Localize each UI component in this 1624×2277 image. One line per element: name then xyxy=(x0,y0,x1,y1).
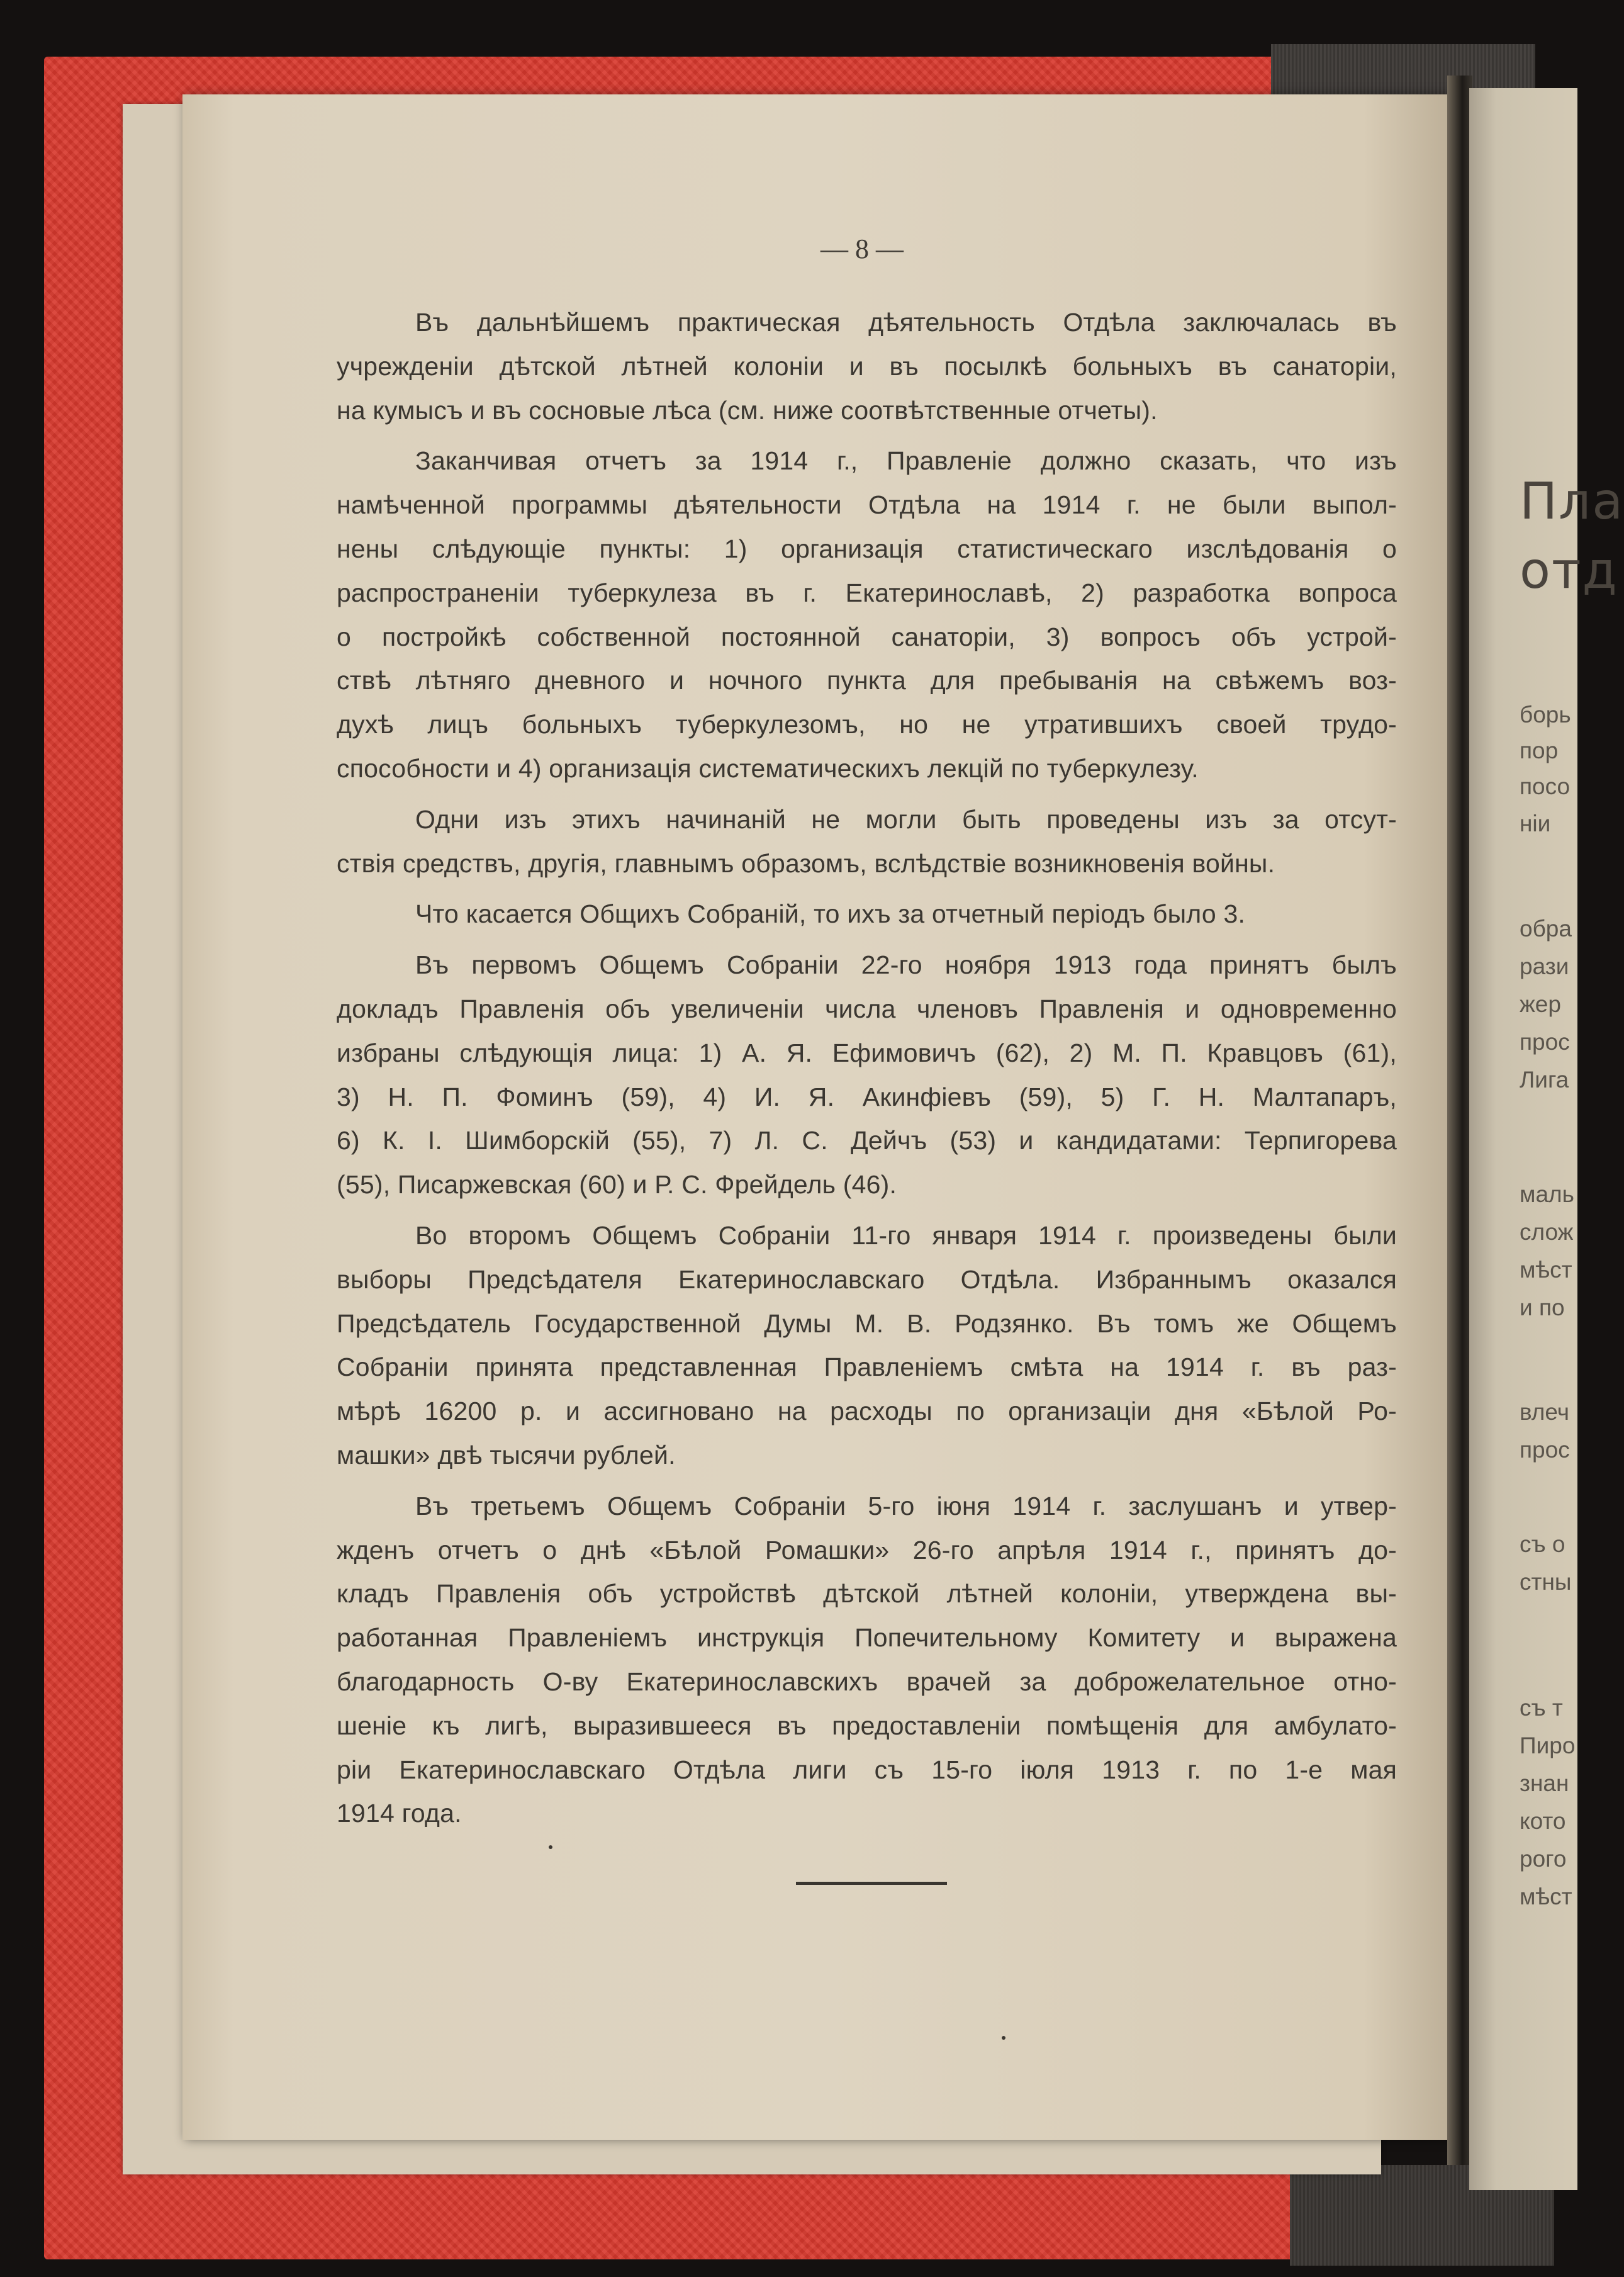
facing-line-fragment: съ о xyxy=(1520,1531,1565,1557)
end-rule xyxy=(796,1882,947,1885)
paragraph xyxy=(337,439,1397,790)
facing-line-fragment: слож xyxy=(1520,1219,1574,1245)
facing-line-fragment: прос xyxy=(1520,1437,1570,1463)
text-line: на кумысъ и въ сосновые лѣса (см. ниже соотвѣтственные отчеты). xyxy=(337,395,1158,425)
text-line: Во второмъ Общемъ Собраніи 11-го января 1914 г. произведены были xyxy=(415,1220,1397,1250)
text-line: 3) Н. П. Фоминъ (59), 4) И. Я. Акинфіевъ (59), 5) Г. Н. Малтапаръ, xyxy=(337,1082,1397,1111)
text-line: 6) К. І. Шимборскій (55), 7) Л. С. Дейчъ (53) и кандидатами: Терпигорева xyxy=(337,1126,1397,1155)
text-line: благодарность О-ву Екатеринославскихъ врачей за доброжелательное отно- xyxy=(337,1667,1397,1696)
page-body xyxy=(337,301,1397,1843)
text-line: учрежденіи дѣтской лѣтней колоніи и въ посылкѣ больныхъ въ санаторіи, xyxy=(337,351,1397,381)
facing-line-fragment: Лига xyxy=(1520,1067,1569,1093)
text-line: 1914 года. xyxy=(337,1799,462,1828)
text-line: ріи Екатеринославскаго Отдѣла лиги съ 15-го іюля 1913 г. по 1-е мая xyxy=(337,1755,1397,1784)
text-line: намѣченной программы дѣятельности Отдѣла на 1914 г. не были выпол- xyxy=(337,490,1397,520)
text-line: Въ первомъ Общемъ Собраніи 22-го ноября 1913 года принятъ былъ xyxy=(415,950,1397,980)
text-line: Заканчивая отчетъ за 1914 г., Правленіе должно сказать, что изъ xyxy=(415,446,1397,476)
facing-line-fragment: мѣст xyxy=(1520,1257,1572,1283)
text-line: Одни изъ этихъ начинаній не могли быть проведены изъ за отсут- xyxy=(415,804,1397,834)
text-line: способности и 4) организація систематическихъ лекцій по туберкулезу. xyxy=(337,753,1199,783)
text-line: (55), Писаржевская (60) и Р. С. Фрейдель (46). xyxy=(337,1170,897,1200)
facing-line-fragment: борь xyxy=(1520,702,1571,728)
facing-line-fragment: жер xyxy=(1520,991,1561,1017)
facing-line-fragment: маль xyxy=(1520,1181,1574,1207)
paragraph xyxy=(337,798,1397,886)
facing-line-fragment: кото xyxy=(1520,1808,1566,1834)
text-line: распространеніи туберкулеза въ г. Екатеринославѣ, 2) разработка вопроса xyxy=(337,578,1397,607)
text-line: Въ дальнѣйшемъ практическая дѣятельность Отдѣла заключалась въ xyxy=(415,308,1397,337)
paper-speck xyxy=(1002,2036,1005,2040)
facing-heading-fragment: Пла xyxy=(1520,472,1624,531)
text-line: нены слѣдующіе пункты: 1) организація статистическаго изслѣдованія о xyxy=(337,534,1397,563)
facing-line-fragment: рого xyxy=(1520,1846,1567,1872)
text-line: Собраніи принята представленная Правленіемъ смѣта на 1914 г. въ раз- xyxy=(337,1352,1397,1382)
facing-line-fragment: посо xyxy=(1520,773,1571,799)
facing-line-fragment: и по xyxy=(1520,1295,1565,1320)
text-line: ствѣ лѣтняго дневного и ночного пункта для пребыванія на свѣжемъ воз- xyxy=(337,666,1397,695)
text-line: ствія средствъ, другія, главнымъ образомъ, вслѣдствіе возникновенія войны. xyxy=(337,848,1275,878)
facing-line-fragment: ніи xyxy=(1520,811,1551,836)
paper-speck xyxy=(549,1845,552,1849)
text-line: жденъ отчетъ о днѣ «Бѣлой Ромашки» 26-го апрѣля 1914 г., принятъ до- xyxy=(337,1535,1397,1565)
text-line: выборы Предсѣдателя Екатеринославскаго Отдѣла. Избраннымъ оказался xyxy=(337,1264,1397,1294)
paragraph xyxy=(337,301,1397,432)
paragraph xyxy=(337,943,1397,1207)
facing-line-fragment: обра xyxy=(1520,916,1572,942)
text-line: работанная Правленіемъ инструкція Попечительному Комитету и выражена xyxy=(337,1623,1397,1653)
text-line: машки» двѣ тысячи рублей. xyxy=(337,1440,676,1470)
facing-page xyxy=(1469,88,1624,2190)
text-line: Предсѣдатель Государственной Думы М. В. Родзянко. Въ томъ же Общемъ xyxy=(337,1308,1397,1338)
page-number: — 8 — xyxy=(820,233,904,264)
paragraph xyxy=(337,1214,1397,1478)
facing-line-fragment: прос xyxy=(1520,1029,1570,1055)
text-line: кладъ Правленія объ устройствѣ дѣтской лѣтней колоніи, утверждена вы- xyxy=(337,1579,1397,1609)
facing-line-fragment: знан xyxy=(1520,1770,1569,1796)
facing-line-fragment: стны xyxy=(1520,1569,1572,1595)
facing-line-fragment: Пиро xyxy=(1520,1733,1576,1758)
text-line: мѣрѣ 16200 р. и ассигновано на расходы по организаціи дня «Бѣлой Ро- xyxy=(337,1397,1397,1426)
text-line: о постройкѣ собственной постоянной санаторіи, 3) вопросъ объ устрой- xyxy=(337,622,1397,651)
text-line: избраны слѣдующія лица: 1) А. Я. Ефимовичъ (62), 2) М. П. Кравцовъ (61), xyxy=(337,1038,1397,1067)
facing-line-fragment: рази xyxy=(1520,953,1569,979)
facing-line-fragment: пор xyxy=(1520,738,1559,763)
text-line: Что касается Общихъ Собраній, то ихъ за отчетный періодъ было 3. xyxy=(415,899,1246,929)
paragraph xyxy=(337,1485,1397,1836)
text-line: докладъ Правленія объ увеличеніи числа членовъ Правленія и одновременно xyxy=(337,994,1397,1023)
text-line: Въ третьемъ Общемъ Собраніи 5-го іюня 1914 г. заслушанъ и утвер- xyxy=(415,1491,1397,1521)
paragraph xyxy=(337,892,1397,936)
facing-line-fragment: влеч xyxy=(1520,1399,1570,1425)
facing-line-fragment: съ т xyxy=(1520,1695,1563,1721)
text-line: духѣ лицъ больныхъ туберкулезомъ, но не утратившихъ своей трудо- xyxy=(337,710,1397,739)
book-gutter xyxy=(1447,76,1472,2165)
facing-heading-fragment: отд xyxy=(1520,541,1618,600)
facing-line-fragment: мѣст xyxy=(1520,1884,1572,1909)
text-line: шеніе къ лигѣ, выразившееся въ предоставленіи помѣщенія для амбулато- xyxy=(337,1711,1397,1740)
